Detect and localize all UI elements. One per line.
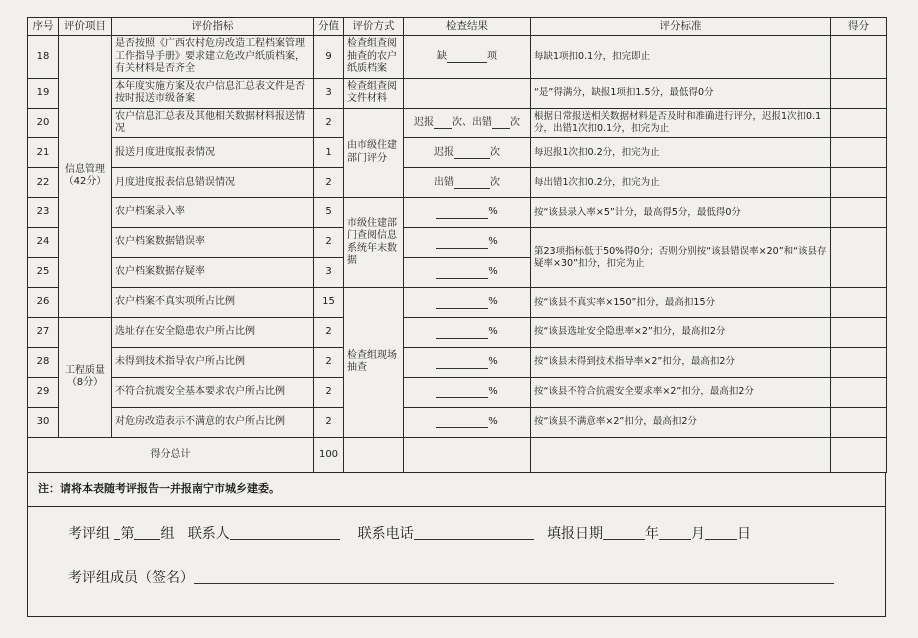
got-score-cell[interactable]: [831, 287, 887, 317]
result-suffix: %: [488, 385, 498, 397]
result-blank[interactable]: [492, 118, 510, 129]
score-cell: 1: [314, 138, 344, 168]
score-cell: 2: [314, 347, 344, 377]
method-cell: 由市级住建部门评分: [344, 108, 404, 198]
indicator-cell: 农户档案数据存疑率: [112, 258, 314, 288]
indicator-cell: 农户档案录入率: [112, 198, 314, 228]
total-method-empty: [344, 437, 404, 472]
criteria-cell: 按“该县不符合抗震安全要求率×2”扣分，最高扣2分: [531, 377, 831, 407]
result-prefix: 迟报: [434, 146, 454, 158]
criteria-cell: 按“该县选址安全隐患率×2”扣分，最高扣2分: [531, 317, 831, 347]
signature-section: [27, 507, 886, 617]
header-seq: 序号: [28, 18, 59, 36]
result-cell[interactable]: [404, 407, 531, 437]
criteria-cell: 每出错1次扣0.2分，扣完为止: [531, 168, 831, 198]
got-score-cell[interactable]: [831, 108, 887, 138]
score-cell: 2: [314, 168, 344, 198]
result-cell[interactable]: [404, 108, 531, 138]
total-label: 得分总计: [28, 437, 314, 472]
result-suffix: 次: [510, 116, 520, 128]
table-row: [28, 377, 887, 407]
members-label: 考评组成员（签名）: [68, 570, 194, 586]
got-score-cell[interactable]: [831, 228, 887, 288]
total-criteria-empty: [531, 437, 831, 472]
result-blank[interactable]: [436, 268, 488, 279]
table-row: [28, 347, 887, 377]
score-cell: 2: [314, 228, 344, 258]
result-cell[interactable]: [404, 36, 531, 79]
table-row: [28, 138, 887, 168]
result-cell[interactable]: [404, 287, 531, 317]
row-number: 29: [28, 377, 59, 407]
criteria-cell: 按“该县未得到技术指导率×2”扣分，最高扣2分: [531, 347, 831, 377]
result-prefix: 出错: [434, 176, 454, 188]
indicator-cell: 农户信息汇总表及其他相关数据材料报送情况: [112, 108, 314, 138]
total-result-empty: [404, 437, 531, 472]
phone-field[interactable]: [414, 525, 534, 540]
result-cell[interactable]: [404, 198, 531, 228]
group-no-suffix: 组: [160, 526, 175, 542]
indicator-cell: 报送月度进度报表情况: [112, 138, 314, 168]
score-cell: 2: [314, 407, 344, 437]
got-score-cell[interactable]: [831, 168, 887, 198]
row-number: 23: [28, 198, 59, 228]
row-number: 19: [28, 78, 59, 108]
group-no-prefix: 第: [120, 526, 135, 542]
result-cell[interactable]: [404, 317, 531, 347]
got-score-cell[interactable]: [831, 78, 887, 108]
row-number: 25: [28, 258, 59, 288]
result-blank[interactable]: [436, 298, 488, 309]
result-blank[interactable]: [436, 208, 488, 219]
table-row: [28, 287, 887, 317]
row-number: 30: [28, 407, 59, 437]
result-cell[interactable]: [404, 138, 531, 168]
result-blank[interactable]: [447, 52, 487, 63]
method-cell: 检查组现场抽查: [344, 287, 404, 437]
indicator-cell: 本年度实施方案及农户信息汇总表文件是否按时报送市级备案: [112, 78, 314, 108]
criteria-cell: “是”得满分，缺报1项扣1.5分，最低得0分: [531, 78, 831, 108]
method-cell: 检查组查阅文件材料: [344, 78, 404, 108]
contact-label: 联系人: [187, 526, 230, 542]
indicator-cell: 未得到技术指导农户所占比例: [112, 347, 314, 377]
result-cell[interactable]: [404, 78, 531, 108]
criteria-cell: 按“该县不满意率×2”扣分，最高扣2分: [531, 407, 831, 437]
row-number: 22: [28, 168, 59, 198]
group-info-management: 信息管理（42分）: [59, 36, 112, 318]
result-suffix: %: [488, 266, 498, 278]
table-row: [28, 168, 887, 198]
date-label: 填报日期: [546, 526, 603, 542]
day-label: 日: [736, 526, 751, 542]
table-row: [28, 198, 887, 228]
footnote: 注：请将本表随考评报告一并报南宁市城乡建委。: [27, 473, 886, 507]
year-label: 年: [644, 526, 659, 542]
score-cell: 9: [314, 36, 344, 79]
score-cell: 3: [314, 78, 344, 108]
result-cell[interactable]: [404, 258, 531, 288]
result-cell[interactable]: [404, 377, 531, 407]
header-row: [28, 18, 887, 36]
result-suffix: %: [488, 296, 498, 308]
indicator-cell: 不符合抗震安全基本要求农户所占比例: [112, 377, 314, 407]
score-cell: 2: [314, 317, 344, 347]
criteria-cell: 按“该县不真实率×150”扣分，最高扣15分: [531, 287, 831, 317]
criteria-cell: 每缺1项扣0.1分，扣完即止: [531, 36, 831, 79]
result-suffix: %: [488, 236, 498, 248]
result-suffix: 项: [487, 50, 497, 62]
table-row: [28, 407, 887, 437]
result-cell[interactable]: [404, 347, 531, 377]
result-blank[interactable]: [454, 148, 490, 159]
got-score-cell[interactable]: [831, 407, 887, 437]
indicator-cell: 是否按照《广西农村危房改造工程档案管理工作指导手册》要求建立危改户纸质档案，有关材料是否齐全: [112, 36, 314, 79]
header-score: 分值: [314, 18, 344, 36]
table-row: [28, 36, 887, 79]
score-cell: 2: [314, 377, 344, 407]
row-number: 21: [28, 138, 59, 168]
table-row: [28, 228, 887, 258]
header-result: 检查结果: [404, 18, 531, 36]
row-number: 26: [28, 287, 59, 317]
score-cell: 3: [314, 258, 344, 288]
score-cell: 2: [314, 108, 344, 138]
group-engineering-quality: 工程质量（8分）: [59, 317, 112, 437]
evaluation-table: [27, 17, 887, 473]
criteria-cell: 按“该县录入率×5”计分，最高得5分，最低得0分: [531, 198, 831, 228]
total-score: 100: [314, 437, 344, 472]
month-label: 月: [690, 526, 705, 542]
row-number: 18: [28, 36, 59, 79]
month-field[interactable]: [659, 525, 691, 540]
got-score-cell[interactable]: [831, 36, 887, 79]
result-prefix: 缺: [437, 50, 447, 62]
got-score-cell[interactable]: [831, 347, 887, 377]
phone-label: 联系电话: [357, 526, 414, 542]
row-number: 20: [28, 108, 59, 138]
group-number-field[interactable]: [134, 525, 160, 540]
result-suffix: %: [488, 415, 498, 427]
result-suffix: 次: [490, 146, 500, 158]
members-signature-field[interactable]: [194, 569, 834, 584]
result-prefix: 迟报: [414, 116, 434, 128]
result-suffix: 次: [490, 176, 500, 188]
table-row: [28, 78, 887, 108]
result-blank[interactable]: [436, 387, 488, 398]
indicator-cell: 农户档案数据错误率: [112, 228, 314, 258]
signature-row-members: [68, 567, 834, 587]
score-cell: 15: [314, 287, 344, 317]
criteria-cell: 第23项指标低于50%得0分；否则分别按“该县错误率×20”和“该县存疑率×30”扣分，扣完为止: [531, 228, 831, 288]
table-row: [28, 317, 887, 347]
result-blank[interactable]: [436, 417, 488, 428]
indicator-cell: 选址存在安全隐患农户所占比例: [112, 317, 314, 347]
method-cell: 检查组查阅抽查的农户纸质档案: [344, 36, 404, 79]
result-middle: 次、出错: [452, 116, 492, 128]
got-score-cell[interactable]: [831, 198, 887, 228]
group-label: 考评组: [68, 526, 110, 542]
got-score-cell[interactable]: [831, 377, 887, 407]
signature-row-contact: [68, 523, 751, 543]
total-row: [28, 437, 887, 472]
header-method: 评价方式: [344, 18, 404, 36]
result-cell[interactable]: [404, 228, 531, 258]
indicator-cell: 月度进度报表信息错误情况: [112, 168, 314, 198]
score-cell: 5: [314, 198, 344, 228]
got-score-cell[interactable]: [831, 138, 887, 168]
indicator-cell: 农户档案不真实项所占比例: [112, 287, 314, 317]
day-field[interactable]: [705, 525, 737, 540]
indicator-cell: 对危房改造表示不满意的农户所占比例: [112, 407, 314, 437]
total-got-score[interactable]: [831, 437, 887, 472]
result-blank[interactable]: [436, 328, 488, 339]
criteria-cell: 根据日常报送相关数据材料是否及时和准确进行评分，迟报1次扣0.1分，出错1次扣0.1分，扣完为止: [531, 108, 831, 138]
row-number: 24: [28, 228, 59, 258]
result-suffix: %: [488, 356, 498, 367]
result-blank[interactable]: [434, 118, 452, 129]
criteria-cell: 每迟报1次扣0.2分，扣完为止: [531, 138, 831, 168]
result-blank[interactable]: [436, 238, 488, 249]
year-field[interactable]: [603, 525, 645, 540]
result-blank[interactable]: [454, 178, 490, 189]
row-number: 28: [28, 347, 59, 377]
header-item: 评价项目: [59, 18, 112, 36]
contact-field[interactable]: [230, 525, 340, 540]
result-cell[interactable]: [404, 168, 531, 198]
result-blank[interactable]: [436, 358, 488, 369]
table-row: [28, 108, 887, 138]
header-criteria: 评分标准: [531, 18, 831, 36]
header-got: 得分: [831, 18, 887, 36]
method-cell: 市级住建部门查阅信息系统年末数据: [344, 198, 404, 288]
row-number: 27: [28, 317, 59, 347]
got-score-cell[interactable]: [831, 317, 887, 347]
result-suffix: %: [488, 206, 498, 218]
header-indicator: 评价指标: [112, 18, 314, 36]
result-suffix: %: [488, 326, 498, 338]
